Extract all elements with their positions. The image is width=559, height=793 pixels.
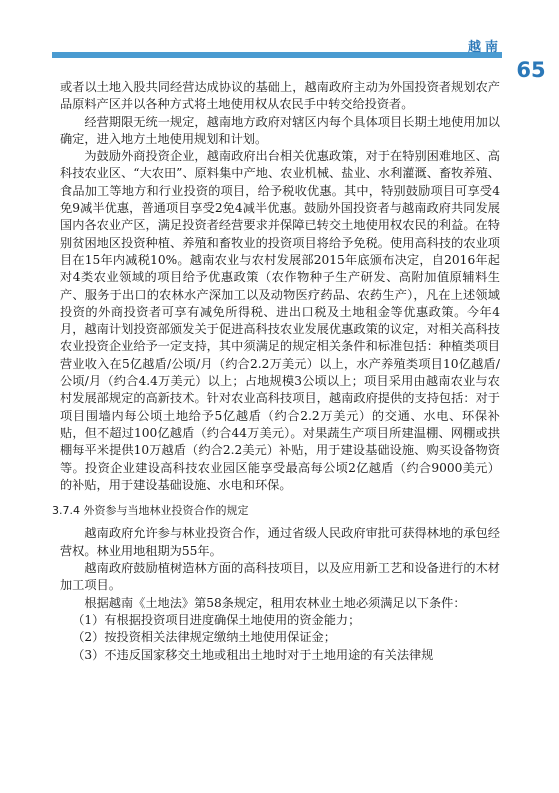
section-heading: 3.7.4 外资参与当地林业投资合作的规定 bbox=[52, 504, 249, 518]
list-item: （3）不违反国家移交土地或租出土地时对于土地用途的有关法律规 bbox=[72, 647, 434, 662]
paragraph: 根据越南《土地法》第58条规定，租用农林业土地必须满足以下条件： bbox=[84, 595, 466, 610]
paragraph: 或者以土地入股共同经营达成协议的基础上，越南政府主动为外国投资者规划农产品原料产区并以各种方式将土地使用权从农民手中转交给投资者。 bbox=[60, 80, 500, 112]
running-header-country: 越南 bbox=[467, 40, 502, 55]
paragraph: 经营期限无统一规定，越南地方政府对辖区内每个具体项目长期土地使用加以确定，进入地方土地使用规划和计划。 bbox=[60, 114, 500, 146]
paragraph: 越南政府鼓励植树造林方面的高科技项目，以及应用新工艺和设备进行的木材加工项目。 bbox=[60, 561, 500, 593]
list-item: （1）有根据投资项目进度确保土地使用的资金能力； bbox=[72, 612, 361, 627]
list-item: （2）按投资相关法律规定缴纳土地使用保证金； bbox=[72, 630, 336, 645]
paragraph: 为鼓励外商投资企业，越南政府出台相关优惠政策，对于在特别困难地区、高科技农业区、“大农田”、原料集中产地、农业机械、盐业、水利灌溉、畜牧养殖、食品加工等地方和行业投资的项目，给予税收优惠。其中，特别鼓励项目可享受4免9减半优惠，普通项目享受2免4减半优惠。鼓励外国投资者与越南政府共同发展国内各农业产区，满足投资者经营要求并保障已转交土地使用权农民的利益。在特别贫困地区投资种植、养殖和畜牧业的投资项目将给予免税。使用高科技的农业项目在15年内减税10%。越南农业与农村发展部2015年底颁布决定，自2016年起对4类农业领域的项目给予优惠政策（农作物种子生产研发、高附加值原辅料生产、服务于出口的农林水产深加工以及动物医疗药品、农药生产），凡在上述领域投资的外商投资者可享有减免所得税、进出口税及土地租金等优惠政策。今年4月，越南计划投资部颁发关于促进高科技农业发展优惠政策的议定，对相关高科技农业投资企业给予一定支持，其中须满足的规定相关条件和标准包括：种植类项目营业收入在5亿越盾/公顷/月（约合2.2万美元）以上，水产养殖类项目10亿越盾/公顷/月（约合4.4万美元）以上；占地规模3公顷以上；项目采用由越南农业与农村发展部规定的高新技术。针对农业高科技项目，越南政府提供的支持包括：对于项目围墙内每公顷土地给予5亿越盾（约合2.2万美元）的交通、水电、环保补贴，但不超过100亿越盾（约合44万美元）。对果蔬生产项目所建温棚、网棚或拱棚每平米提供10万越盾（约合2.2美元）补贴，用于建设基础设施、购买设备物资等。投资企业建设高科技农业园区能享受最高每公顷2亿越盾（约合9000美元）的补贴，用于建设基础设施、水电和环保。 bbox=[60, 149, 500, 492]
body-text bbox=[52, 79, 500, 664]
page-number: 65 bbox=[516, 58, 546, 82]
paragraph: 越南政府允许参与林业投资合作，通过省级人民政府审批可获得林地的承包经营权。林业用地租期为55年。 bbox=[60, 526, 500, 558]
header-bar bbox=[52, 52, 502, 58]
